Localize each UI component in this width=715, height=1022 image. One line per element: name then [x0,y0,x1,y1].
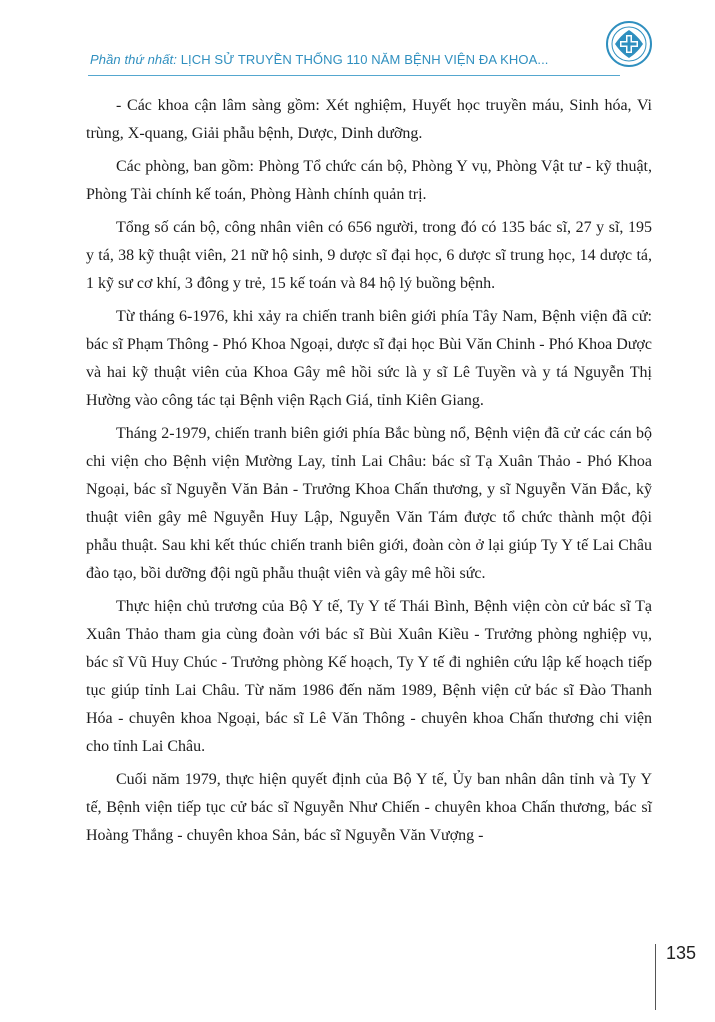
page-number-divider [655,944,656,1010]
paragraph: Cuối năm 1979, thực hiện quyết định của Bộ Y tế, Ủy ban nhân dân tỉnh và Ty Y tế, Bệnh viện tiếp tục cử bác sĩ Nguyễn Như Chiến - chuyên khoa Chấn thương, bác sĩ Hoàng Thắng - chuyên khoa Sản, bác sĩ Nguyễn Văn Vượng - [86,771,652,844]
paragraph: - Các khoa cận lâm sàng gồm: Xét nghiệm, Huyết học truyền máu, Sinh hóa, Vi trùng, X-quang, Giải phẫu bệnh, Dược, Dinh dưỡng. [86,97,652,142]
body-text [86,92,652,855]
page-number: 135 [666,943,697,963]
paragraph: Từ tháng 6-1976, khi xảy ra chiến tranh biên giới phía Tây Nam, Bệnh viện đã cử: bác sĩ Phạm Thông - Phó Khoa Ngoại, dược sĩ đại học Bùi Văn Chinh - Phó Khoa Dược và hai kỹ thuật viên của Khoa Gây mê hồi sức là y sĩ Lê Tuyền và y tá Nguyễn Thị Hường vào công tác tại Bệnh viện Rạch Giá, tỉnh Kiên Giang. [86,308,652,409]
paragraph: Tổng số cán bộ, công nhân viên có 656 người, trong đó có 135 bác sĩ, 27 y sĩ, 195 y tá, 38 kỹ thuật viên, 21 nữ hộ sinh, 9 dược sĩ đại học, 6 dược sĩ trung học, 14 dược tá, 1 kỹ sư cơ khí, 3 đông y trẻ, 15 kế toán và 84 hộ lý buồng bệnh. [86,219,652,292]
paragraph: Thực hiện chủ trương của Bộ Y tế, Ty Y tế Thái Bình, Bệnh viện còn cử bác sĩ Tạ Xuân Thảo tham gia cùng đoàn với bác sĩ Bùi Xuân Kiều - Trưởng phòng nghiệp vụ, bác sĩ Vũ Huy Chúc - Trưởng phòng Kế hoạch, Ty Y tế đi nghiên cứu lập kế hoạch tiếp tục giúp tỉnh Lai Châu. Từ năm 1986 đến năm 1989, Bệnh viện cử bác sĩ Đào Thanh Hóa - chuyên khoa Ngoại, bác sĩ Lê Văn Thông - chuyên khoa Chấn thương chi viện cho tỉnh Lai Châu. [86,598,652,755]
paragraph: Tháng 2-1979, chiến tranh biên giới phía Bắc bùng nổ, Bệnh viện đã cử các cán bộ chi viện cho Bệnh viện Mường Lay, tỉnh Lai Châu: bác sĩ Tạ Xuân Thảo - Phó Khoa Ngoại, bác sĩ Nguyễn Văn Bản - Trưởng Khoa Chấn thương, y sĩ Nguyễn Văn Đắc, kỹ thuật viên gây mê Nguyễn Huy Lập, Nguyễn Văn Tám được tổ chức thành một đội phẫu thuật. Sau khi kết thúc chiến tranh biên giới, đoàn còn ở lại giúp Ty Y tế Lai Châu đào tạo, bồi dưỡng đội ngũ phẫu thuật viên và gây mê hồi sức. [86,425,652,582]
running-header [90,52,549,67]
paragraph: Các phòng, ban gồm: Phòng Tổ chức cán bộ, Phòng Y vụ, Phòng Vật tư - kỹ thuật, Phòng Tài chính kế toán, Phòng Hành chính quản trị. [86,158,652,203]
header-divider [88,75,620,76]
hospital-cross-logo-icon [605,20,653,68]
header-chapter-title: LỊCH SỬ TRUYỀN THỐNG 110 NĂM BỆNH VIỆN ĐA KHOA... [176,52,549,67]
header-part-label: Phần thứ nhất: [90,52,177,67]
